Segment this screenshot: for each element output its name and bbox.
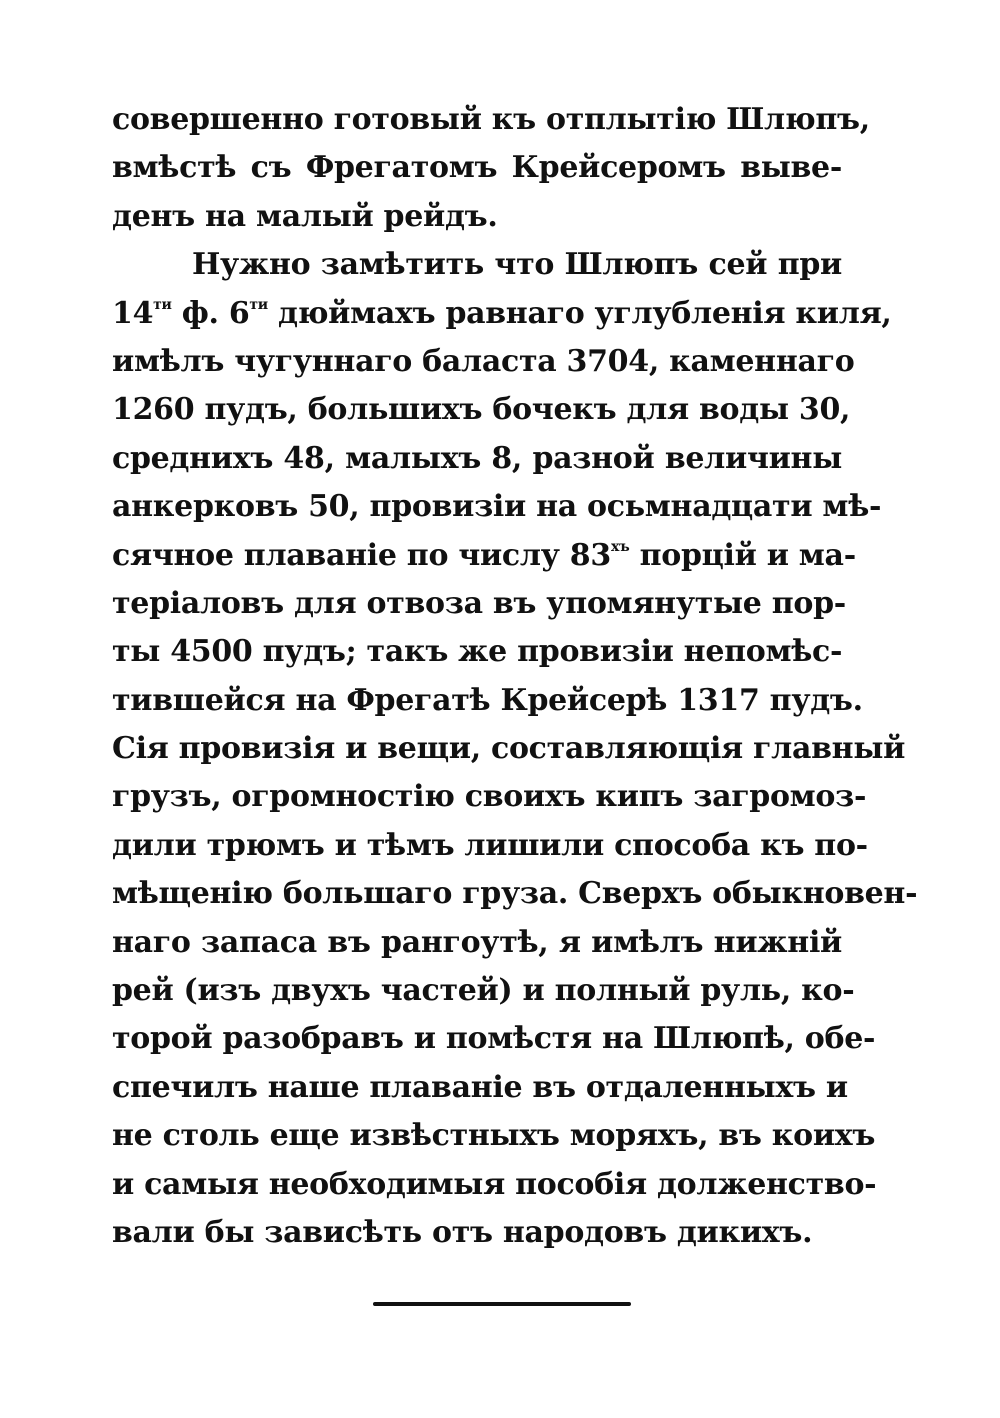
text-line: теріаловъ для отвоза въ упомянутые пор- (112, 585, 846, 621)
text-fragment: сячное плаваніе по числу 83 (112, 537, 611, 573)
text-line: среднихъ 48, малыхъ 8, разной величины (112, 440, 842, 476)
text-line (112, 532, 856, 580)
text-line: денъ на малый рейдъ. (112, 198, 498, 234)
text-line: вали бы зависѣть отъ народовъ дикихъ. (112, 1214, 813, 1250)
text-line: Сія провизія и вещи, составляющія главный (112, 731, 906, 767)
end-divider-rule (373, 1302, 631, 1306)
text-line: тившейся на Фрегатѣ Крейсерѣ 1317 пудъ. (112, 682, 863, 718)
text-fragment: порцій и ма- (629, 537, 856, 573)
text-line: вмѣстѣ съ Фрегатомъ Крейсеромъ выве- (112, 150, 842, 186)
text-line (112, 290, 892, 338)
text-line: и самыя необходимыя пособія долженство- (112, 1166, 877, 1202)
text-line: мѣщенію большаго груза. Сверхъ обыкновен- (112, 876, 918, 912)
text-line: не столь еще извѣстныхъ моряхъ, въ коихъ (112, 1118, 876, 1154)
text-fragment: дюймахъ равнаго углубленія киля, (267, 295, 892, 331)
text-line: дили трюмъ и тѣмъ лишили способа къ по- (112, 827, 868, 863)
text-line: совершенно готовый къ отплытію Шлюпъ, (112, 102, 870, 137)
page-text (112, 96, 918, 1257)
text-line: торой разобравъ и помѣстя на Шлюпѣ, обе- (112, 1021, 876, 1057)
text-line: ты 4500 пудъ; такъ же провизіи непомѣс- (112, 634, 843, 670)
paragraph-first-line: Нужно замѣтить что Шлюпъ сей при (192, 247, 842, 283)
text-line: имѣлъ чугуннаго баласта 3704, каменнаго (112, 343, 855, 379)
text-fragment: ф. 6 (171, 295, 250, 331)
text-line: 1260 пудъ, большихъ бочекъ для воды 30, (112, 392, 851, 428)
text-fragment: 14 (112, 295, 154, 331)
text-line: наго запаса въ рангоутѣ, я имѣлъ нижній (112, 924, 842, 960)
text-line: спечилъ наше плаваніе въ отдаленныхъ и (112, 1069, 848, 1105)
superscript: ти (153, 296, 172, 313)
text-line: рей (изъ двухъ частей) и полный руль, ко- (112, 973, 855, 1009)
text-line: анкерковъ 50, провизіи на осьмнадцати мѣ- (112, 489, 882, 525)
superscript: ти (249, 296, 268, 313)
text-line: грузъ, огромностію своихъ кипъ загромоз- (112, 779, 867, 815)
superscript: хъ (610, 538, 630, 555)
